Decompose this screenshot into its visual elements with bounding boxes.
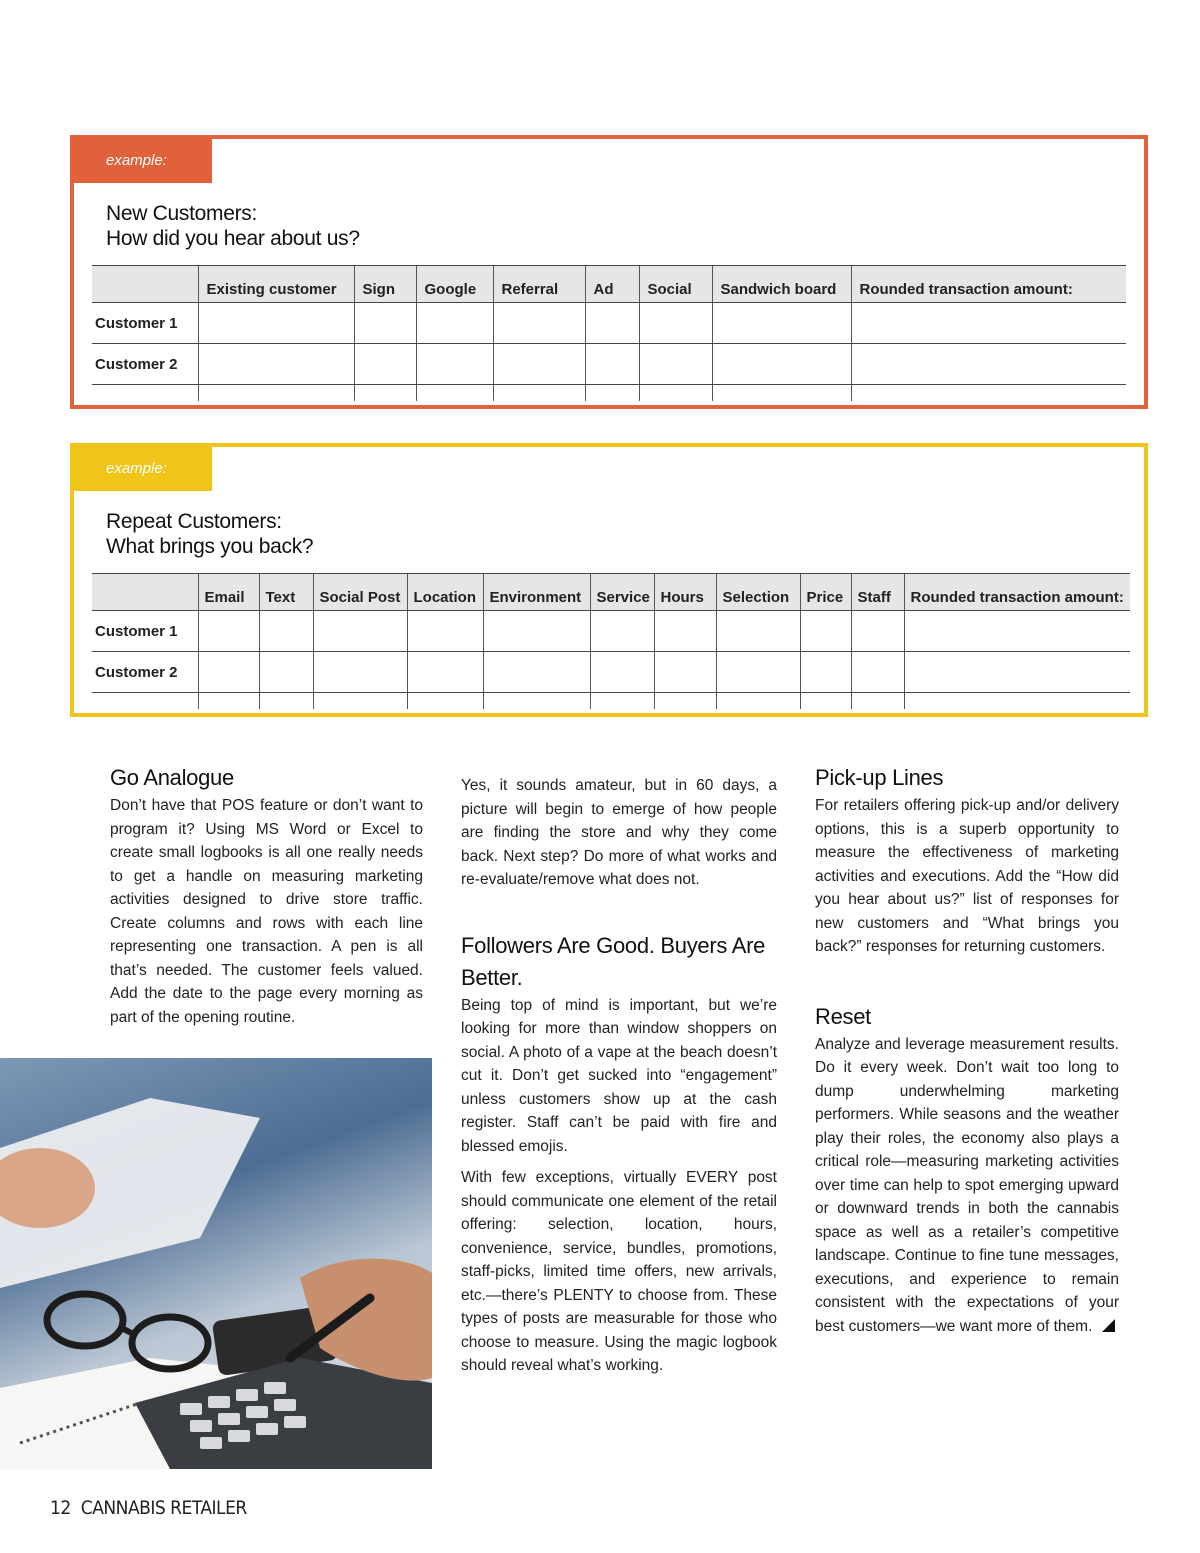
table-cell: [851, 693, 904, 710]
table-cell: [92, 385, 198, 402]
table-cell: [800, 693, 851, 710]
table-cell: [313, 652, 407, 693]
table-cell: [590, 652, 654, 693]
table-cell: [712, 344, 851, 385]
repeat-customers-table: [92, 573, 1130, 709]
table-header-row: [92, 266, 1126, 303]
table-row: [92, 385, 1126, 402]
table-cell: [904, 611, 1130, 652]
table-cell: [654, 693, 716, 710]
table-header: Social: [639, 266, 712, 303]
table-cell: [198, 385, 354, 402]
table-header: Environment: [483, 574, 590, 611]
table-cell: [259, 693, 313, 710]
title-line-1: New Customers:: [106, 202, 258, 225]
page-footer: [50, 1497, 247, 1519]
paragraph: [815, 1033, 1119, 1339]
calculator-photo: [0, 1058, 432, 1469]
page-number: 12: [50, 1497, 71, 1519]
table-cell: [851, 303, 1126, 344]
table-cell: [493, 385, 585, 402]
section-heading-reset: Reset: [815, 1003, 871, 1029]
table-cell: [493, 344, 585, 385]
table-cell: [416, 385, 493, 402]
table-cell: [407, 693, 483, 710]
table-header-empty: [92, 266, 198, 303]
table-cell: [654, 652, 716, 693]
table-header: Rounded transaction amount:: [904, 574, 1130, 611]
calculator-photo-illustration: [0, 1058, 432, 1469]
table-header: Selection: [716, 574, 800, 611]
table-header: Sandwich board: [712, 266, 851, 303]
table-header: Social Post: [313, 574, 407, 611]
table-cell: [416, 344, 493, 385]
paragraph: For retailers offering pick-up and/or delivery options, this is a superb opportunity to measure the effectiveness of marketing activities and executions. Add the “How did you hear about us?” list of responses for new customers and “What brings you back?” responses for returning customers.: [815, 797, 1119, 955]
table-header: Text: [259, 574, 313, 611]
table-header: Email: [198, 574, 259, 611]
table-cell: [851, 611, 904, 652]
table-header-row: [92, 574, 1130, 611]
table-cell: [639, 303, 712, 344]
table-row: [92, 693, 1130, 710]
table-header: Ad: [585, 266, 639, 303]
paragraph: Yes, it sounds amateur, but in 60 days, a picture will begin to emerge of how people are finding the store and why they come back. Next step? Do more of what works and re-evaluate/remove what does not.: [461, 777, 777, 888]
table-cell: [354, 344, 416, 385]
table-row: [92, 344, 1126, 385]
table-header: Staff: [851, 574, 904, 611]
table-cell: [313, 693, 407, 710]
table-cell: [483, 693, 590, 710]
paragraph: With few exceptions, virtually EVERY post should communicate one element of the retail offering: selection, location, hours, convenience, service, bundles, promotions, staff-picks, limited time offers, new arrivals, etc.—there’s PLENTY to choose from. These types of posts are measurable for those who choose to measure. Using the magic logbook should reveal what’s working.: [461, 1169, 777, 1374]
title-line-1: Repeat Customers:: [106, 510, 282, 533]
table-cell: [712, 385, 851, 402]
article-column-3: [815, 762, 1119, 1346]
table-row: [92, 652, 1130, 693]
article-column-2: [461, 774, 777, 1386]
repeat-customers-example-box: [70, 443, 1148, 717]
title-line-2: How did you hear about us?: [106, 227, 360, 250]
table-cell: [851, 344, 1126, 385]
table-header: Service: [590, 574, 654, 611]
table-cell: [585, 385, 639, 402]
table-cell: [585, 303, 639, 344]
publication-name: CANNABIS RETAILER: [80, 1497, 247, 1519]
new-customers-title: [106, 201, 360, 251]
table-cell: [716, 611, 800, 652]
title-line-2: What brings you back?: [106, 535, 314, 558]
row-label: Customer 1: [92, 303, 198, 344]
table-row: [92, 611, 1130, 652]
table-cell: [407, 652, 483, 693]
table-cell: [259, 611, 313, 652]
row-label: Customer 2: [92, 344, 198, 385]
table-cell: [654, 611, 716, 652]
end-of-article-icon: [1102, 1319, 1115, 1332]
table-cell: [851, 652, 904, 693]
table-cell: [712, 303, 851, 344]
row-label: Customer 1: [92, 611, 198, 652]
table-header: Price: [800, 574, 851, 611]
new-customers-example-box: [70, 135, 1148, 409]
table-cell: [313, 611, 407, 652]
article-column-1: [110, 762, 423, 1037]
section-heading-go-analogue: Go Analogue: [110, 765, 234, 790]
example-tag: example:: [74, 447, 212, 491]
table-cell: [904, 693, 1130, 710]
section-heading-pickup-lines: Pick-up Lines: [815, 765, 944, 790]
table-cell: [800, 611, 851, 652]
table-row: [92, 303, 1126, 344]
example-tag: example:: [74, 139, 212, 183]
table-header: Referral: [493, 266, 585, 303]
table-cell: [590, 611, 654, 652]
table-cell: [198, 693, 259, 710]
table-cell: [716, 652, 800, 693]
table-cell: [904, 652, 1130, 693]
table-cell: [198, 344, 354, 385]
table-cell: [639, 344, 712, 385]
table-header: Location: [407, 574, 483, 611]
repeat-customers-title: [106, 509, 313, 559]
table-cell: [198, 611, 259, 652]
section-heading-followers: Followers Are Good. Buyers Are Better.: [461, 932, 766, 990]
paragraph: Being top of mind is important, but we’re looking for more than window shoppers on social. A photo of a vape at the beach doesn’t cut it. Don’t get sucked into “engagement” unless customers show up at the cash register. Staff can’t be paid with fire and blessed emojis.: [461, 996, 777, 1155]
table-cell: [198, 652, 259, 693]
table-header-empty: [92, 574, 198, 611]
table-header: Hours: [654, 574, 716, 611]
table-cell: [354, 303, 416, 344]
row-label: Customer 2: [92, 652, 198, 693]
table-cell: [590, 693, 654, 710]
table-header: Sign: [354, 266, 416, 303]
table-header: Rounded transaction amount:: [851, 266, 1126, 303]
table-header: Google: [416, 266, 493, 303]
table-cell: [92, 693, 198, 710]
table-cell: [407, 611, 483, 652]
table-cell: [483, 611, 590, 652]
table-cell: [198, 303, 354, 344]
table-cell: [354, 385, 416, 402]
table-cell: [800, 652, 851, 693]
table-cell: [585, 344, 639, 385]
table-cell: [416, 303, 493, 344]
table-cell: [639, 385, 712, 402]
table-cell: [493, 303, 585, 344]
new-customers-table: [92, 265, 1126, 401]
table-cell: [851, 385, 1126, 402]
table-cell: [483, 652, 590, 693]
reset-body: Analyze and leverage measurement results. Do it every week. Don’t wait too long to dump underwhelming marketing performers. While seasons and the weather play their roles, the economy also plays a critical role—measuring marketing activities over time can help to spot emerging upward or downward trends in both the cannabis space as well as a retailer’s competitive landscape. Continue to fine tune messages, executions, and experience to remain consistent with the expectations of your best customers—we want more of them.: [815, 1035, 1119, 1335]
table-cell: [259, 652, 313, 693]
table-header: Existing customer: [198, 266, 354, 303]
table-cell: [716, 693, 800, 710]
paragraph: Don’t have that POS feature or don’t want to program it? Using MS Word or Excel to create small logbooks is all one really needs to get a handle on measuring marketing activities designed to drive store traffic. Create columns and rows with each line representing one transaction. A pen is all that’s needed. The customer feels valued. Add the date to the page every morning as part of the opening routine.: [110, 797, 423, 1026]
